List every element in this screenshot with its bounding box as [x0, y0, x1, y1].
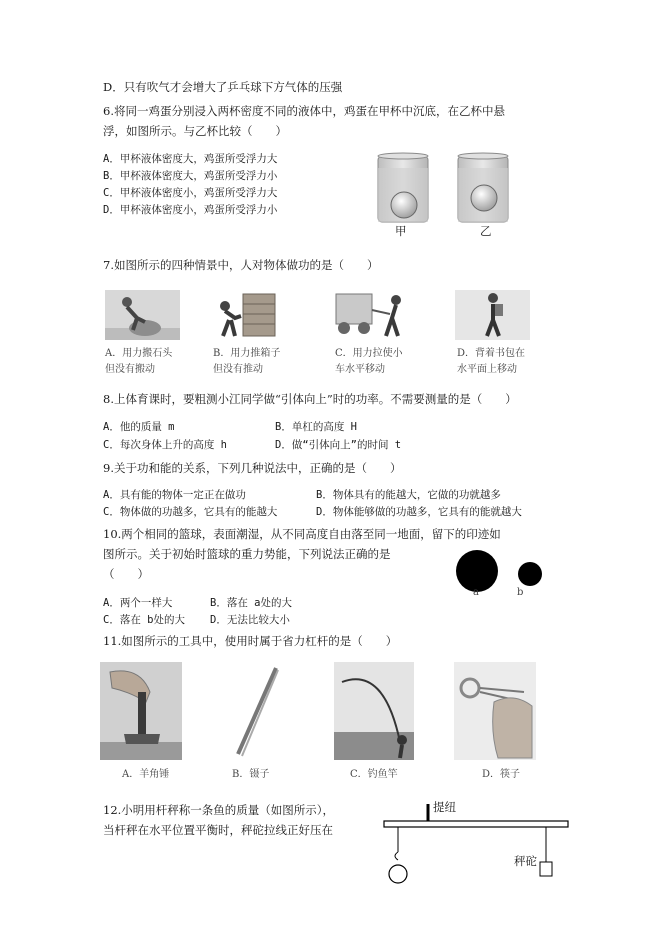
q10-label-b: b: [517, 587, 524, 598]
q11-picture-tweezers: [218, 662, 300, 760]
q9-option-b: B．物体具有的能越大，它做的功就越多: [316, 489, 501, 501]
q12-label-counterweight: 秤砣: [514, 854, 537, 868]
q7-caption-d-line2: 水平面上移动: [457, 364, 517, 375]
q9-stem: 9.关于功和能的关系，下列几种说法中，正确的是（ ）: [103, 461, 402, 475]
q6-stem-line2: 浮，如图所示。与乙杯比较（ ）: [103, 124, 287, 138]
counterweight: [540, 862, 552, 876]
q11-picture-fishing-rod: [334, 662, 414, 760]
q7-caption-a-line2: 但没有搬动: [105, 364, 155, 375]
q10-option-c: C．落在 b处的大: [103, 614, 185, 626]
q7-picture-c: [332, 290, 407, 340]
q11-caption-c: C．钓鱼竿: [350, 769, 398, 780]
q7-caption-b-line2: 但没有推动: [213, 364, 263, 375]
q7-caption-c-line1: C．用力拉使小: [335, 348, 403, 359]
q11-caption-d: D．筷子: [482, 769, 521, 780]
beaker-yi: [458, 153, 508, 222]
q11-stem: 11.如图所示的工具中，使用时属于省力杠杆的是（ ）: [103, 634, 398, 648]
q9-option-a: A．具有能的物体一定正在做功: [103, 489, 246, 501]
fish-hook-weight: [389, 865, 407, 883]
q10-ball-marks-figure: [450, 548, 550, 598]
q10-stem-line3: （ ）: [103, 567, 149, 581]
q6-option-c: C．甲杯液体密度小，鸡蛋所受浮力大: [103, 187, 278, 199]
q10-stem-line2: 图所示。关于初始时篮球的重力势能，下列说法正确的是: [103, 547, 391, 561]
q11-picture-chopsticks: [454, 662, 536, 760]
q6-label-yi: 乙: [480, 224, 492, 238]
q8-option-c: C．每次身体上升的高度 h: [103, 439, 227, 451]
q10-option-d: D．无法比较大小: [210, 614, 290, 626]
q7-caption-d-line1: D．背着书包在: [457, 348, 526, 359]
q7-stem: 7.如图所示的四种情景中，人对物体做功的是（ ）: [103, 258, 379, 272]
q6-option-a: A．甲杯液体密度大，鸡蛋所受浮力大: [103, 153, 278, 165]
q7-picture-d: [455, 290, 530, 340]
q8-option-a: A．他的质量 m: [103, 421, 175, 433]
q10-label-a: a: [473, 587, 479, 598]
q8-stem: 8.上体育课时，要粗测小江同学做“引体向上”时的功率。不需要测量的是（ ）: [103, 392, 517, 406]
q11-caption-a: A．羊角锤: [122, 769, 170, 780]
mark-b: [518, 562, 542, 586]
q7-picture-b: [213, 290, 278, 342]
q7-caption-a-line1: A．用力搬石头: [105, 348, 173, 359]
q6-option-d: D．甲杯液体密度小，鸡蛋所受浮力小: [103, 204, 278, 216]
q11-picture-hammer: [100, 662, 182, 760]
q8-option-b: B．单杠的高度 H: [275, 421, 357, 433]
q7-picture-a: [105, 290, 180, 340]
q6-option-b: B．甲杯液体密度大，鸡蛋所受浮力小: [103, 170, 278, 182]
q11-caption-b: B．镊子: [232, 769, 270, 780]
q12-stem-line1: 12.小明用杆秤称一条鱼的质量（如图所示），: [103, 803, 335, 817]
q6-stem-line1: 6.将同一鸡蛋分别浸入两杯密度不同的液体中，鸡蛋在甲杯中沉底，在乙杯中悬: [103, 104, 505, 118]
beaker-jia: [378, 153, 428, 222]
q6-beakers-figure: [370, 150, 530, 240]
q7-caption-b-line1: B．用力推箱子: [213, 348, 281, 359]
balance-beam: [384, 821, 568, 827]
q12-label-knob: 提纽: [433, 800, 456, 814]
q7-caption-c-line2: 车水平移动: [335, 364, 385, 375]
q10-option-b: B．落在 a处的大: [210, 597, 292, 609]
q8-option-d: D．做“引体向上”的时间 t: [275, 439, 402, 451]
q5-option-d: D．只有吹气才会增大了乒乓球下方气体的压强: [103, 80, 343, 94]
q12-stem-line2: 当杆秤在水平位置平衡时，秤砣拉线正好压在: [103, 823, 333, 837]
q6-label-jia: 甲: [395, 224, 407, 238]
q10-stem-line1: 10.两个相同的篮球，表面潮湿，从不同高度自由落至同一地面，留下的印迹如: [103, 527, 501, 541]
q12-steelyard-figure: [370, 800, 575, 895]
q10-option-a: A．两个一样大: [103, 597, 173, 609]
q9-option-d: D．物体能够做的功越多，它具有的能就越大: [316, 506, 522, 518]
q9-option-c: C．物体做的功越多，它具有的能越大: [103, 506, 278, 518]
